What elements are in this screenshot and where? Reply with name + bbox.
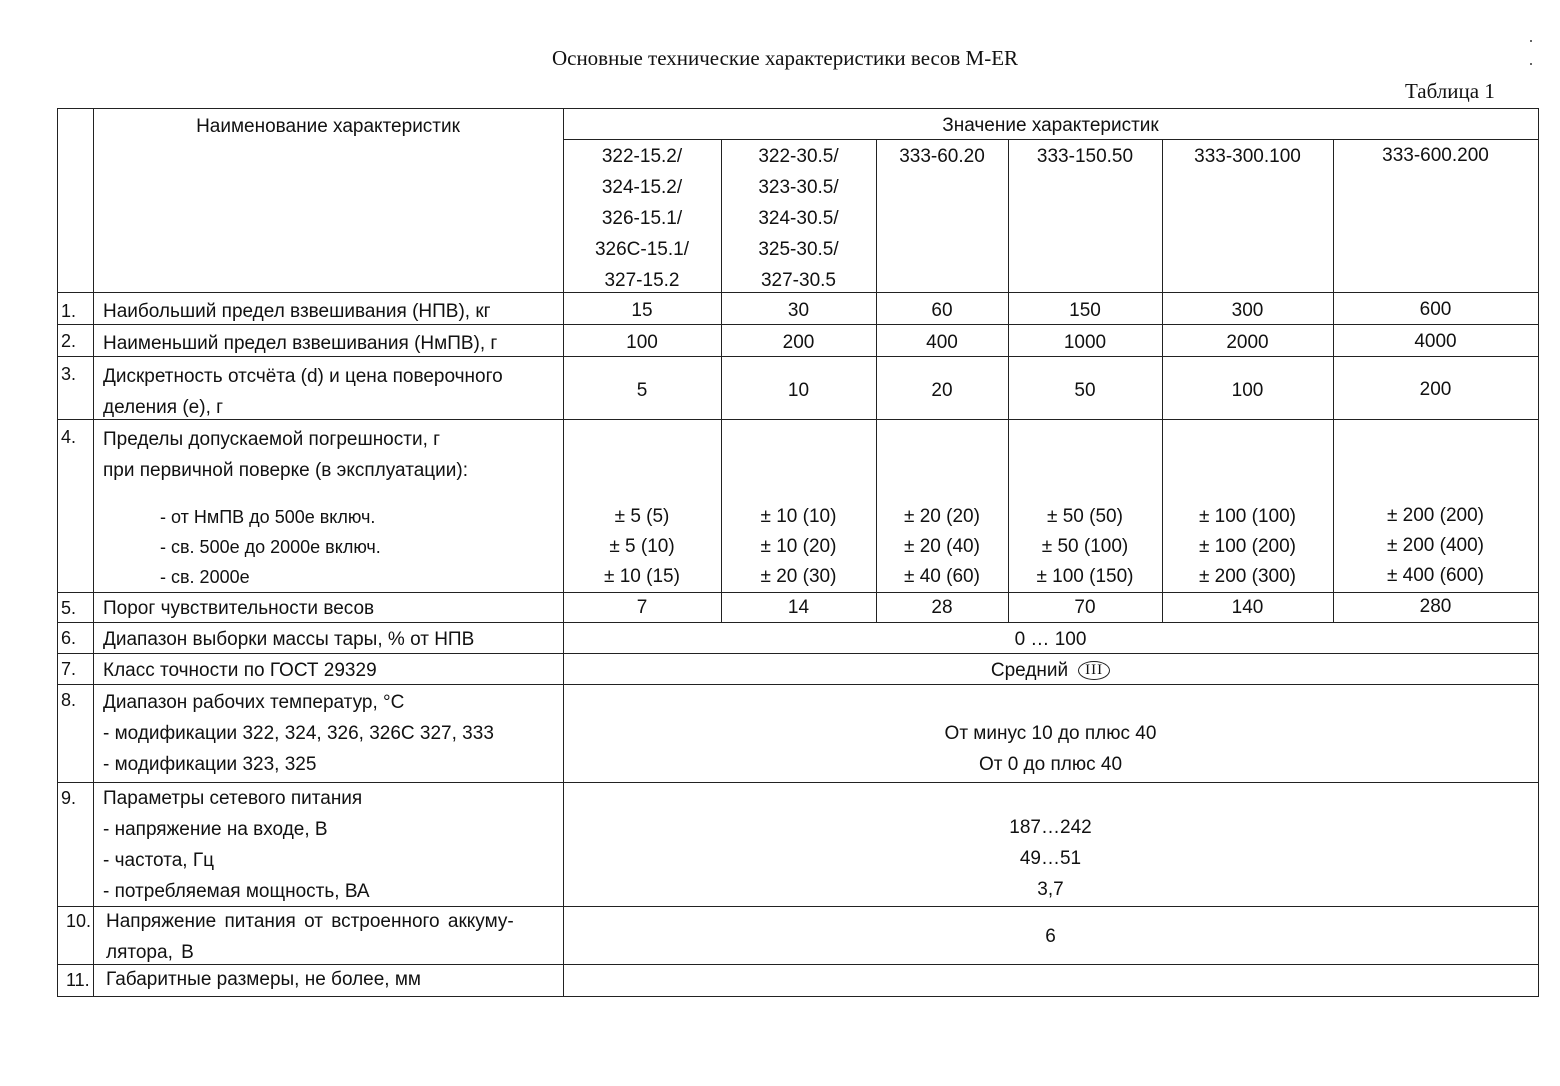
value-cell: 60 — [931, 300, 953, 321]
merged-value-cell: От минус 10 до плюс 40 От 0 до плюс 40 — [944, 723, 1157, 775]
value-cell: 140 — [1231, 597, 1264, 618]
value-cell: 100 — [626, 332, 658, 353]
value-cell: ± 200 (200) ± 200 (400) ± 400 (600) — [1386, 505, 1485, 586]
row-number: 1. — [61, 301, 77, 321]
value-cell: 280 — [1419, 596, 1452, 617]
value-cell: 2000 — [1226, 332, 1269, 353]
value-cell: 15 — [631, 300, 653, 321]
table-border-bottom — [57, 996, 1539, 997]
row-label: Дискретность отсчёта (d) и цена поверочного деления (е), г — [103, 366, 503, 418]
value-cell: 28 — [931, 597, 953, 618]
row-label: Наименьший предел взвешивания (НмПВ), г — [103, 333, 498, 354]
value-cell: 400 — [926, 332, 958, 353]
table-border-right — [1538, 108, 1539, 996]
value-cell: ± 50 (50) ± 50 (100) ± 100 (150) — [1036, 506, 1134, 587]
accuracy-class-text: Средний — [990, 660, 1069, 681]
value-cell: 1000 — [1063, 332, 1107, 353]
merged-value-cell — [563, 655, 1538, 686]
col-divider — [93, 108, 94, 996]
header-model-col-6: 333-600.200 — [1382, 145, 1489, 166]
merged-value-cell: 187…242 49…51 3,7 — [1009, 817, 1092, 900]
value-cell: 50 — [1074, 380, 1096, 401]
row-label: Напряжение питания от встроенного аккуму- лятора, В — [106, 911, 514, 963]
accuracy-class-oval-icon: III — [1078, 661, 1110, 680]
value-cell: 70 — [1074, 597, 1096, 618]
header-model-col-4: 333-150.50 — [1036, 146, 1134, 167]
header-model-col-1: 322-15.2/ 324-15.2/ 326-15.1/ 326С-15.1/ 327-15.2 — [594, 146, 689, 291]
value-cell: 600 — [1419, 299, 1452, 320]
value-cell: 10 — [787, 380, 810, 401]
header-name-column: Наименование характеристик — [196, 116, 460, 137]
row-label: Порог чувствительности весов — [103, 598, 375, 619]
row-label: Диапазон выборки массы тары, % от НПВ — [103, 629, 475, 650]
row-label: Пределы допускаемой погрешности, г при первичной поверке (в эксплуатации): — [103, 429, 468, 481]
value-cell: 30 — [787, 300, 810, 321]
header-model-col-3: 333-60.20 — [899, 146, 985, 167]
value-cell: ± 20 (20) ± 20 (40) ± 40 (60) — [904, 506, 980, 587]
row-number: 6. — [61, 628, 77, 648]
scan-artifact — [1530, 40, 1532, 42]
row-number: 4. — [61, 427, 77, 447]
row-number: 5. — [61, 598, 77, 618]
row-number: 2. — [61, 331, 77, 351]
value-cell: 7 — [636, 597, 648, 618]
row-number: 8. — [61, 690, 77, 710]
value-cell: 20 — [931, 380, 953, 401]
merged-value-cell: 6 — [1045, 926, 1056, 947]
row-label: Габаритные размеры, не более, мм — [106, 969, 421, 990]
row-number: 3. — [61, 364, 77, 384]
value-cell: ± 5 (5) ± 5 (10) ± 10 (15) — [604, 506, 680, 587]
value-cell: 100 — [1231, 380, 1264, 401]
value-cell: 5 — [636, 380, 648, 401]
row-number: 10. — [66, 911, 92, 931]
header-model-col-5: 333-300.100 — [1194, 146, 1301, 167]
header-model-col-2: 322-30.5/ 323-30.5/ 324-30.5/ 325-30.5/ 327-30.5 — [758, 146, 839, 291]
value-cell: 200 — [782, 332, 815, 353]
table-border-top — [57, 108, 1539, 109]
value-cell: 150 — [1069, 300, 1101, 321]
row-number: 7. — [61, 659, 77, 679]
row-number: 11. — [66, 970, 90, 990]
merged-value-cell: 0 … 100 — [1014, 629, 1087, 650]
value-cell: 300 — [1231, 300, 1264, 321]
value-cell: 4000 — [1414, 331, 1457, 352]
document-title: Основные технические характеристики весов M-ER — [551, 46, 1019, 70]
row-label: Наибольший предел взвешивания (НПВ), кг — [103, 301, 491, 322]
table-border-left — [57, 108, 58, 996]
row-label: Диапазон рабочих температур, °С - модификации 322, 324, 326, 326С 327, 333 - модификации 323, 325 — [103, 692, 494, 775]
row-label: Класс точности по ГОСТ 29329 — [103, 660, 377, 681]
value-cell: 14 — [787, 597, 810, 618]
value-cell: 200 — [1419, 379, 1452, 400]
row-number: 9. — [61, 788, 77, 808]
row-label: Параметры сетевого питания - напряжение на входе, В - частота, Гц - потребляемая мощность, ВА — [103, 788, 370, 902]
scan-artifact — [1530, 63, 1532, 65]
table-label: Таблица 1 — [1405, 79, 1495, 103]
header-value-group: Значение характеристик — [942, 115, 1159, 136]
value-cell: ± 10 (10) ± 10 (20) ± 20 (30) — [760, 506, 837, 587]
value-cell: ± 100 (100) ± 100 (200) ± 200 (300) — [1198, 506, 1297, 587]
row-sublabels: - от НмПВ до 500е включ. - св. 500е до 2000е включ. - св. 2000е — [160, 507, 381, 587]
